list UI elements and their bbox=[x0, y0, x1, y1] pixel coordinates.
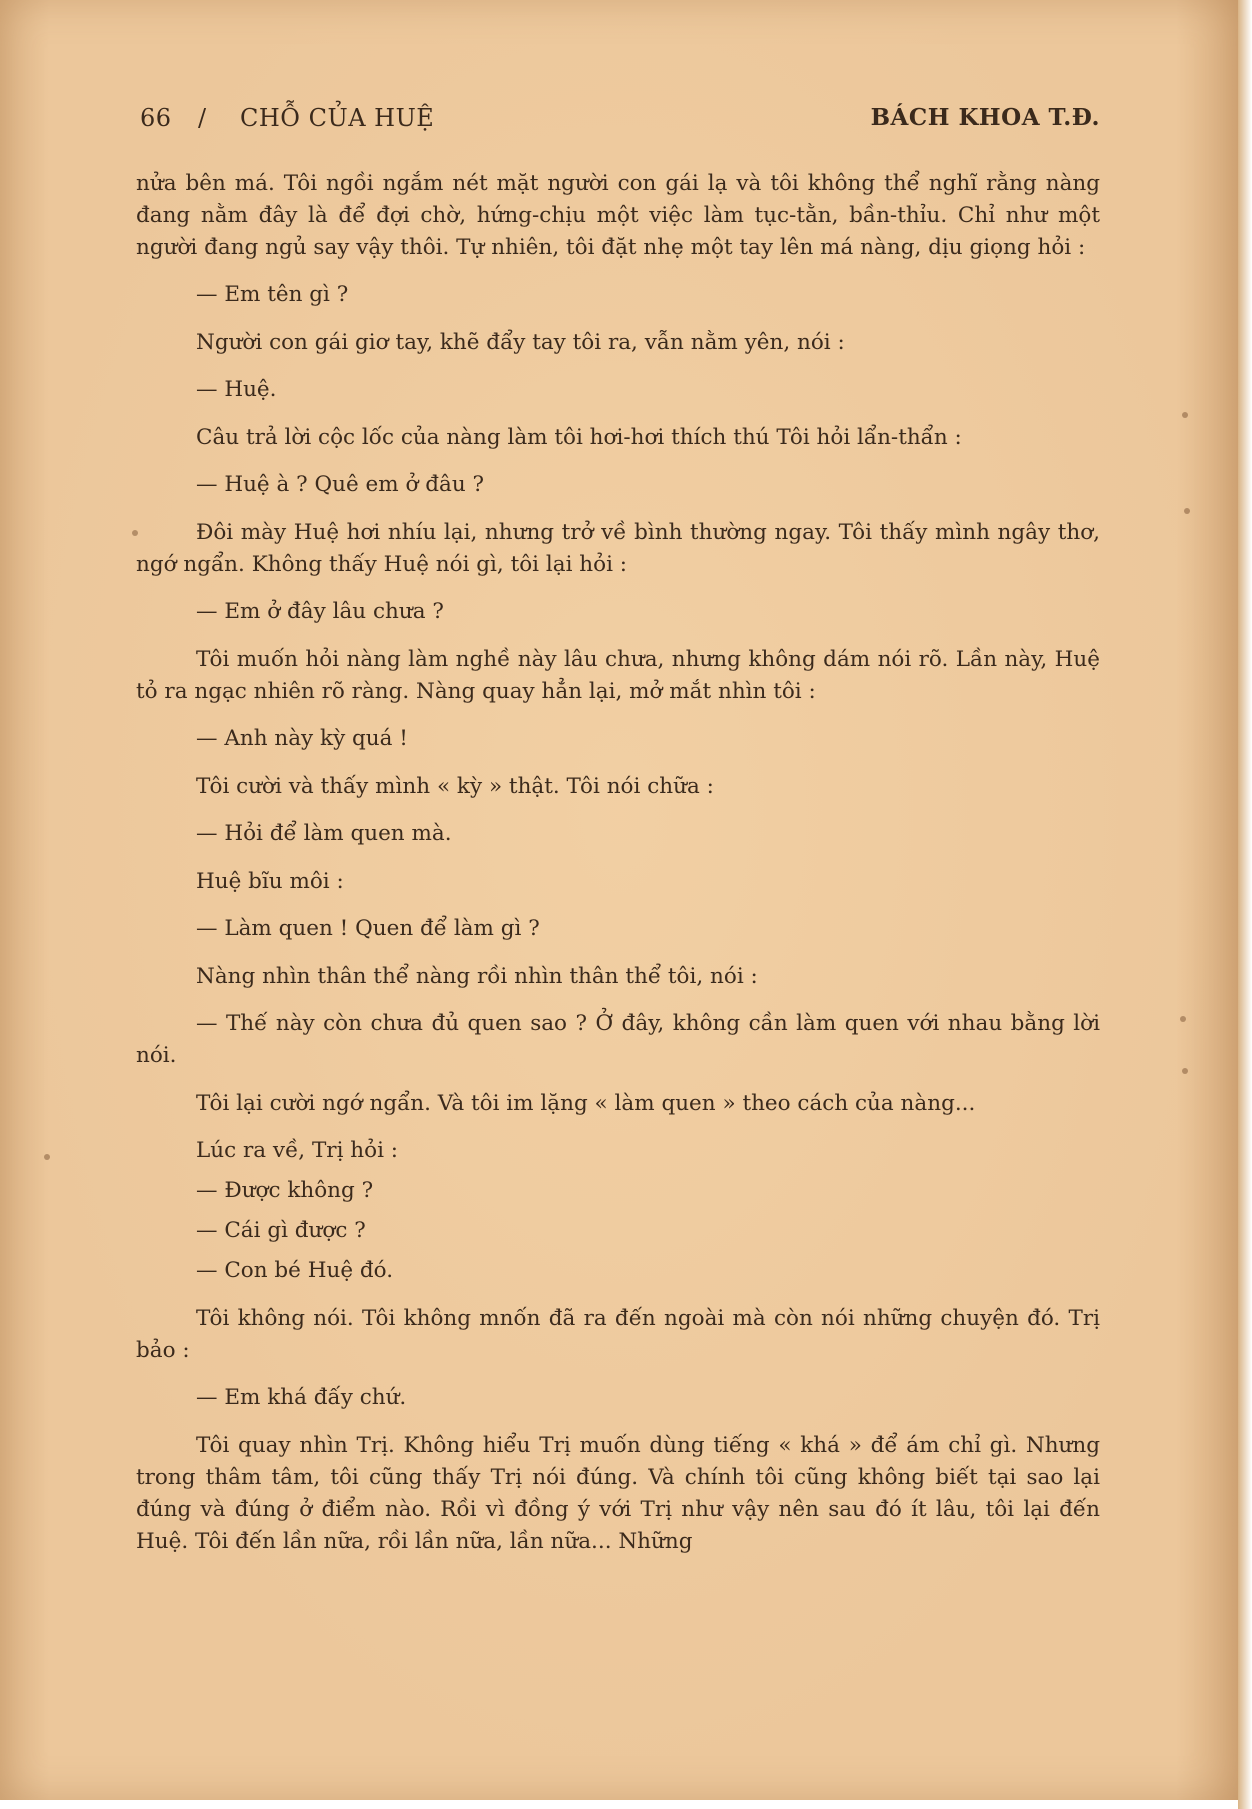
paragraph: Đôi mày Huệ hơi nhíu lại, nhưng trở về bình thường ngay. Tôi thấy mình ngây thơ, ngớ ngẩn. Không thấy Huệ nói gì, tôi lại hỏi : bbox=[136, 520, 1100, 577]
paragraph: Tôi không nói. Tôi không mnốn đã ra đến ngoài mà còn nói những chuyện đó. Trị bảo : bbox=[136, 1306, 1100, 1363]
paragraph: Câu trả lời cộc lốc của nàng làm tôi hơi-hơi thích thú Tôi hỏi lẩn-thẩn : bbox=[196, 425, 962, 450]
paragraph: Người con gái giơ tay, khẽ đẩy tay tôi ra, vẫn nằm yên, nói : bbox=[196, 330, 845, 355]
dialogue-line: — Huệ à ? Quê em ở đâu ? bbox=[196, 472, 485, 497]
paper-speck bbox=[132, 530, 138, 536]
running-header bbox=[140, 104, 1100, 140]
paragraph: Huệ bĩu môi : bbox=[196, 869, 344, 894]
journal-name: BÁCH KHOA T.Đ. bbox=[870, 104, 1100, 131]
paragraph: Tôi quay nhìn Trị. Không hiểu Trị muốn dùng tiếng « khá » để ám chỉ gì. Nhưng trong thâm tâm, tôi cũng thấy Trị nói đúng. Và chính tôi cũng không biết tại sao lại đúng và đúng ở điểm nào. Rồi vì đồng ý với Trị như vậy nên sau đó ít lâu, tôi lại đến Huệ. Tôi đến lần nữa, rồi lần nữa, lần nữa... Những bbox=[136, 1433, 1100, 1554]
paragraph: Tôi muốn hỏi nàng làm nghề này lâu chưa, nhưng không dám nói rõ. Lần này, Huệ tỏ ra ngạc nhiên rõ ràng. Nàng quay hẳn lại, mở mắt nhìn tôi : bbox=[136, 647, 1100, 704]
dialogue-line: — Được không ? bbox=[196, 1178, 374, 1203]
paragraph: Tôi lại cười ngớ ngẩn. Và tôi im lặng « làm quen » theo cách của nàng... bbox=[196, 1091, 976, 1116]
dialogue-line: — Em khá đấy chứ. bbox=[196, 1385, 407, 1410]
dialogue-line: — Con bé Huệ đó. bbox=[196, 1258, 394, 1283]
paragraph: Tôi cười và thấy mình « kỳ » thật. Tôi nói chữa : bbox=[196, 774, 714, 799]
page-edge bbox=[1238, 0, 1252, 1809]
paper-speck bbox=[1182, 1068, 1188, 1074]
dialogue-line: — Làm quen ! Quen để làm gì ? bbox=[196, 916, 540, 941]
dialogue-line: — Hỏi để làm quen mà. bbox=[196, 821, 452, 846]
paragraph: nửa bên má. Tôi ngồi ngắm nét mặt người con gái lạ và tôi không thể nghĩ rằng nàng đang nằm đây là để đợi chờ, hứng-chịu một việc làm tục-tằn, bần-thỉu. Chỉ như một người đang ngủ say vậy thôi. Tự nhiên, tôi đặt nhẹ một tay lên má nàng, dịu giọng hỏi : bbox=[136, 171, 1100, 260]
chapter-title: CHỖ CỦA HUỆ bbox=[240, 104, 435, 132]
paper-speck bbox=[44, 1154, 50, 1160]
page-number: 66 bbox=[140, 104, 172, 132]
paragraph: Nàng nhìn thân thể nàng rồi nhìn thân thể tôi, nói : bbox=[196, 964, 758, 989]
dialogue-line: — Thế này còn chưa đủ quen sao ? Ở đây, không cần làm quen với nhau bằng lời nói. bbox=[136, 1011, 1100, 1068]
body-text bbox=[136, 168, 1100, 1573]
dialogue-line: — Em ở đây lâu chưa ? bbox=[196, 599, 444, 624]
paper-speck bbox=[1182, 412, 1188, 418]
dialogue-line: — Em tên gì ? bbox=[196, 282, 349, 307]
paper-speck bbox=[1180, 1016, 1186, 1022]
dialogue-line: — Cái gì được ? bbox=[196, 1218, 366, 1243]
paragraph: Lúc ra về, Trị hỏi : bbox=[196, 1138, 399, 1163]
dialogue-line: — Huệ. bbox=[196, 377, 277, 402]
dialogue-line: — Anh này kỳ quá ! bbox=[196, 726, 408, 751]
header-separator: / bbox=[198, 104, 207, 132]
paper-speck bbox=[1184, 508, 1190, 514]
